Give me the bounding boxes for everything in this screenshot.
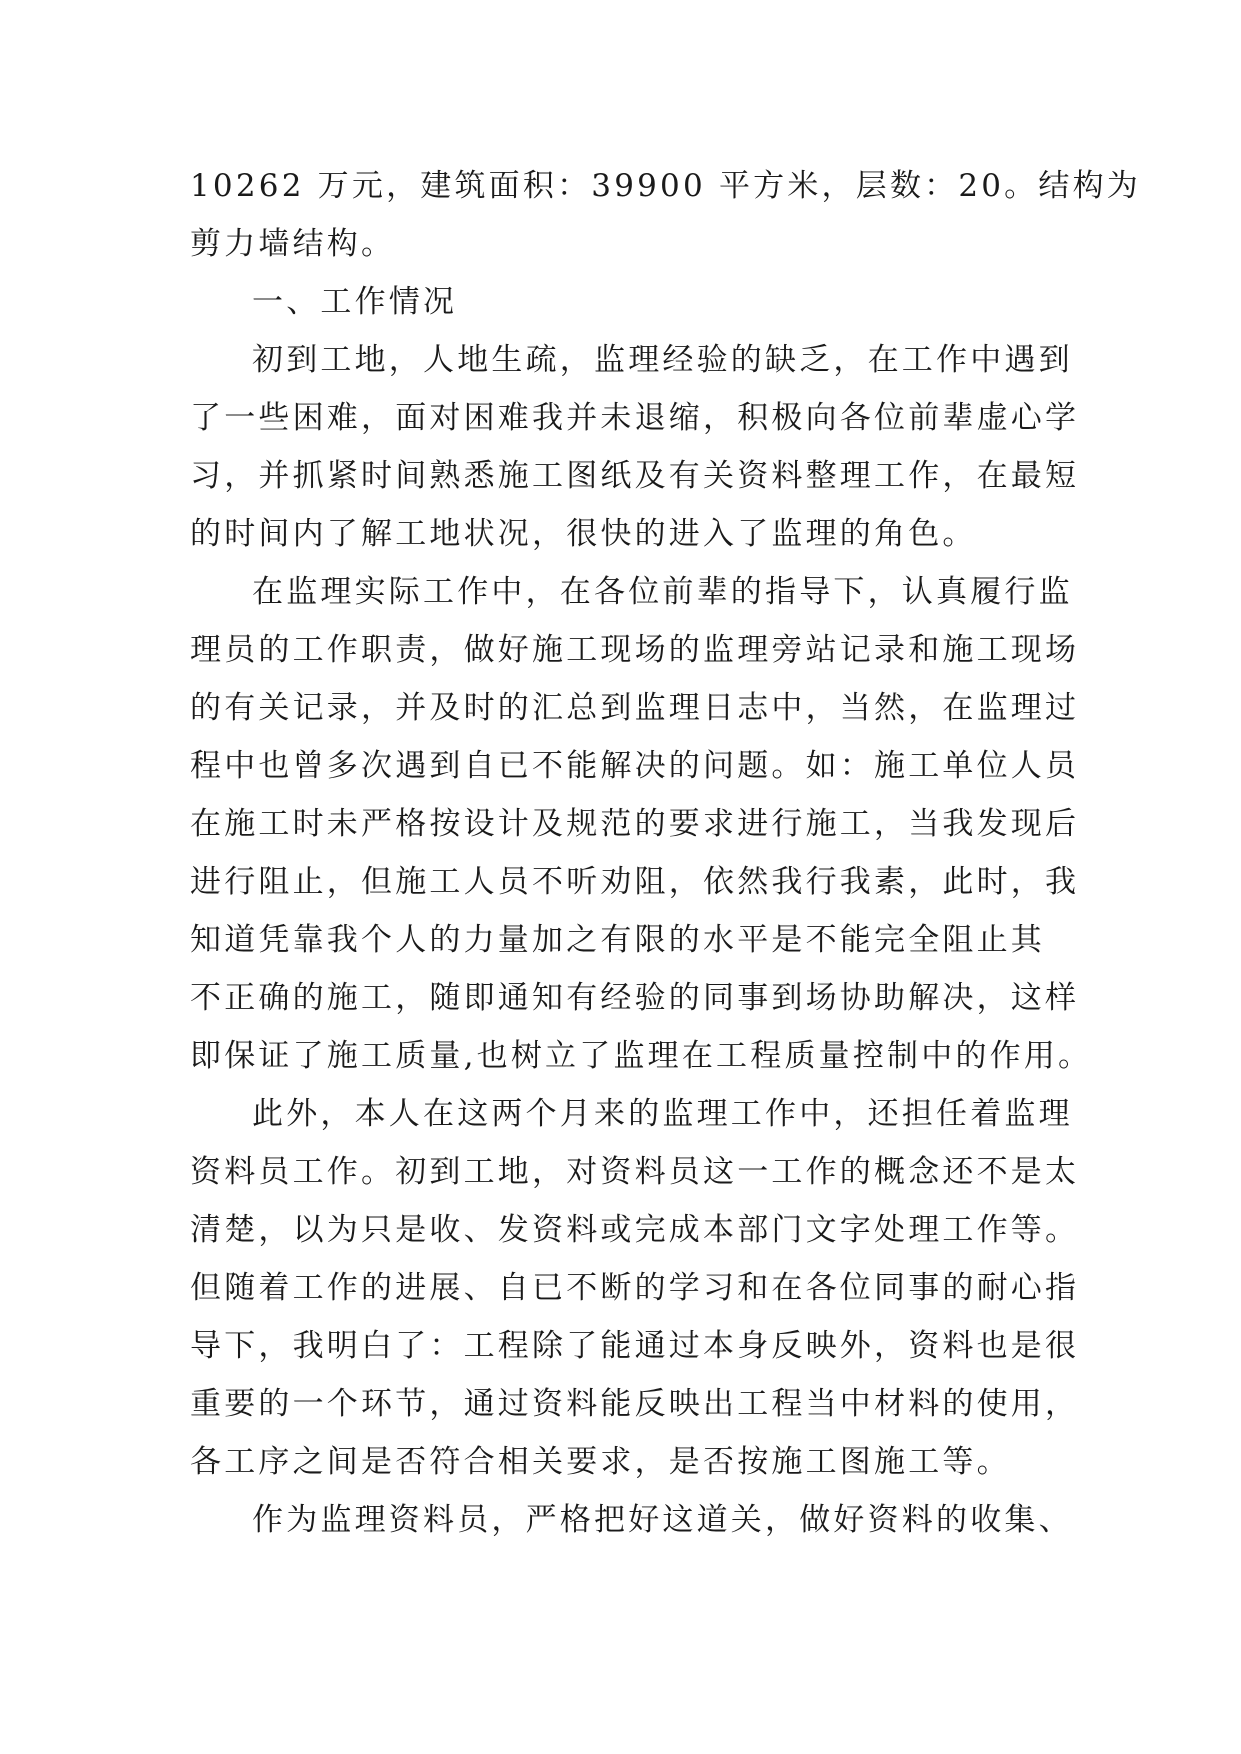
text-line: 在施工时未严格按设计及规范的要求进行施工，当我发现后 — [190, 806, 1080, 842]
text-line: 在监理实际工作中，在各位前辈的指导下，认真履行监 — [252, 574, 1073, 610]
text-line: 初到工地，人地生疏，监理经验的缺乏，在工作中遇到 — [252, 342, 1073, 378]
text-line: 进行阻止，但施工人员不听劝阻，依然我行我素，此时，我 — [190, 864, 1080, 900]
section-heading: 一、工作情况 — [252, 284, 458, 320]
text-line: 资料员工作。初到工地，对资料员这一工作的概念还不是太 — [190, 1154, 1080, 1190]
text-line: 即保证了施工质量,也树立了监理在工程质量控制中的作用。 — [190, 1038, 1093, 1074]
text-line: 此外，本人在这两个月来的监理工作中，还担任着监理 — [252, 1096, 1073, 1132]
text-line: 了一些困难，面对困难我并未退缩，积极向各位前辈虚心学 — [190, 400, 1080, 436]
text-line: 的时间内了解工地状况，很快的进入了监理的角色。 — [190, 516, 977, 552]
text-line: 知道凭靠我个人的力量加之有限的水平是不能完全阻止其 — [190, 922, 1045, 958]
text-line: 导下，我明白了：工程除了能通过本身反映外，资料也是很 — [190, 1328, 1080, 1364]
text-line: 习，并抓紧时间熟悉施工图纸及有关资料整理工作，在最短 — [190, 458, 1080, 494]
text-line: 作为监理资料员，严格把好这道关，做好资料的收集、 — [252, 1502, 1073, 1538]
text-line: 10262 万元，建筑面积：39900 平方米，层数：20。结构为 — [190, 168, 1141, 204]
text-line: 但随着工作的进展、自已不断的学习和在各位同事的耐心指 — [190, 1270, 1080, 1306]
text-line: 不正确的施工，随即通知有经验的同事到场协助解决，这样 — [190, 980, 1080, 1016]
text-line: 理员的工作职责，做好施工现场的监理旁站记录和施工现场 — [190, 632, 1080, 668]
text-line: 清楚，以为只是收、发资料或完成本部门文字处理工作等。 — [190, 1212, 1080, 1248]
text-line: 的有关记录，并及时的汇总到监理日志中，当然，在监理过 — [190, 690, 1080, 726]
text-line: 剪力墙结构。 — [190, 226, 396, 262]
text-line: 重要的一个环节，通过资料能反映出工程当中材料的使用， — [190, 1386, 1080, 1422]
text-line: 程中也曾多次遇到自已不能解决的问题。如：施工单位人员 — [190, 748, 1080, 784]
text-line: 各工序之间是否符合相关要求，是否按施工图施工等。 — [190, 1444, 1011, 1480]
